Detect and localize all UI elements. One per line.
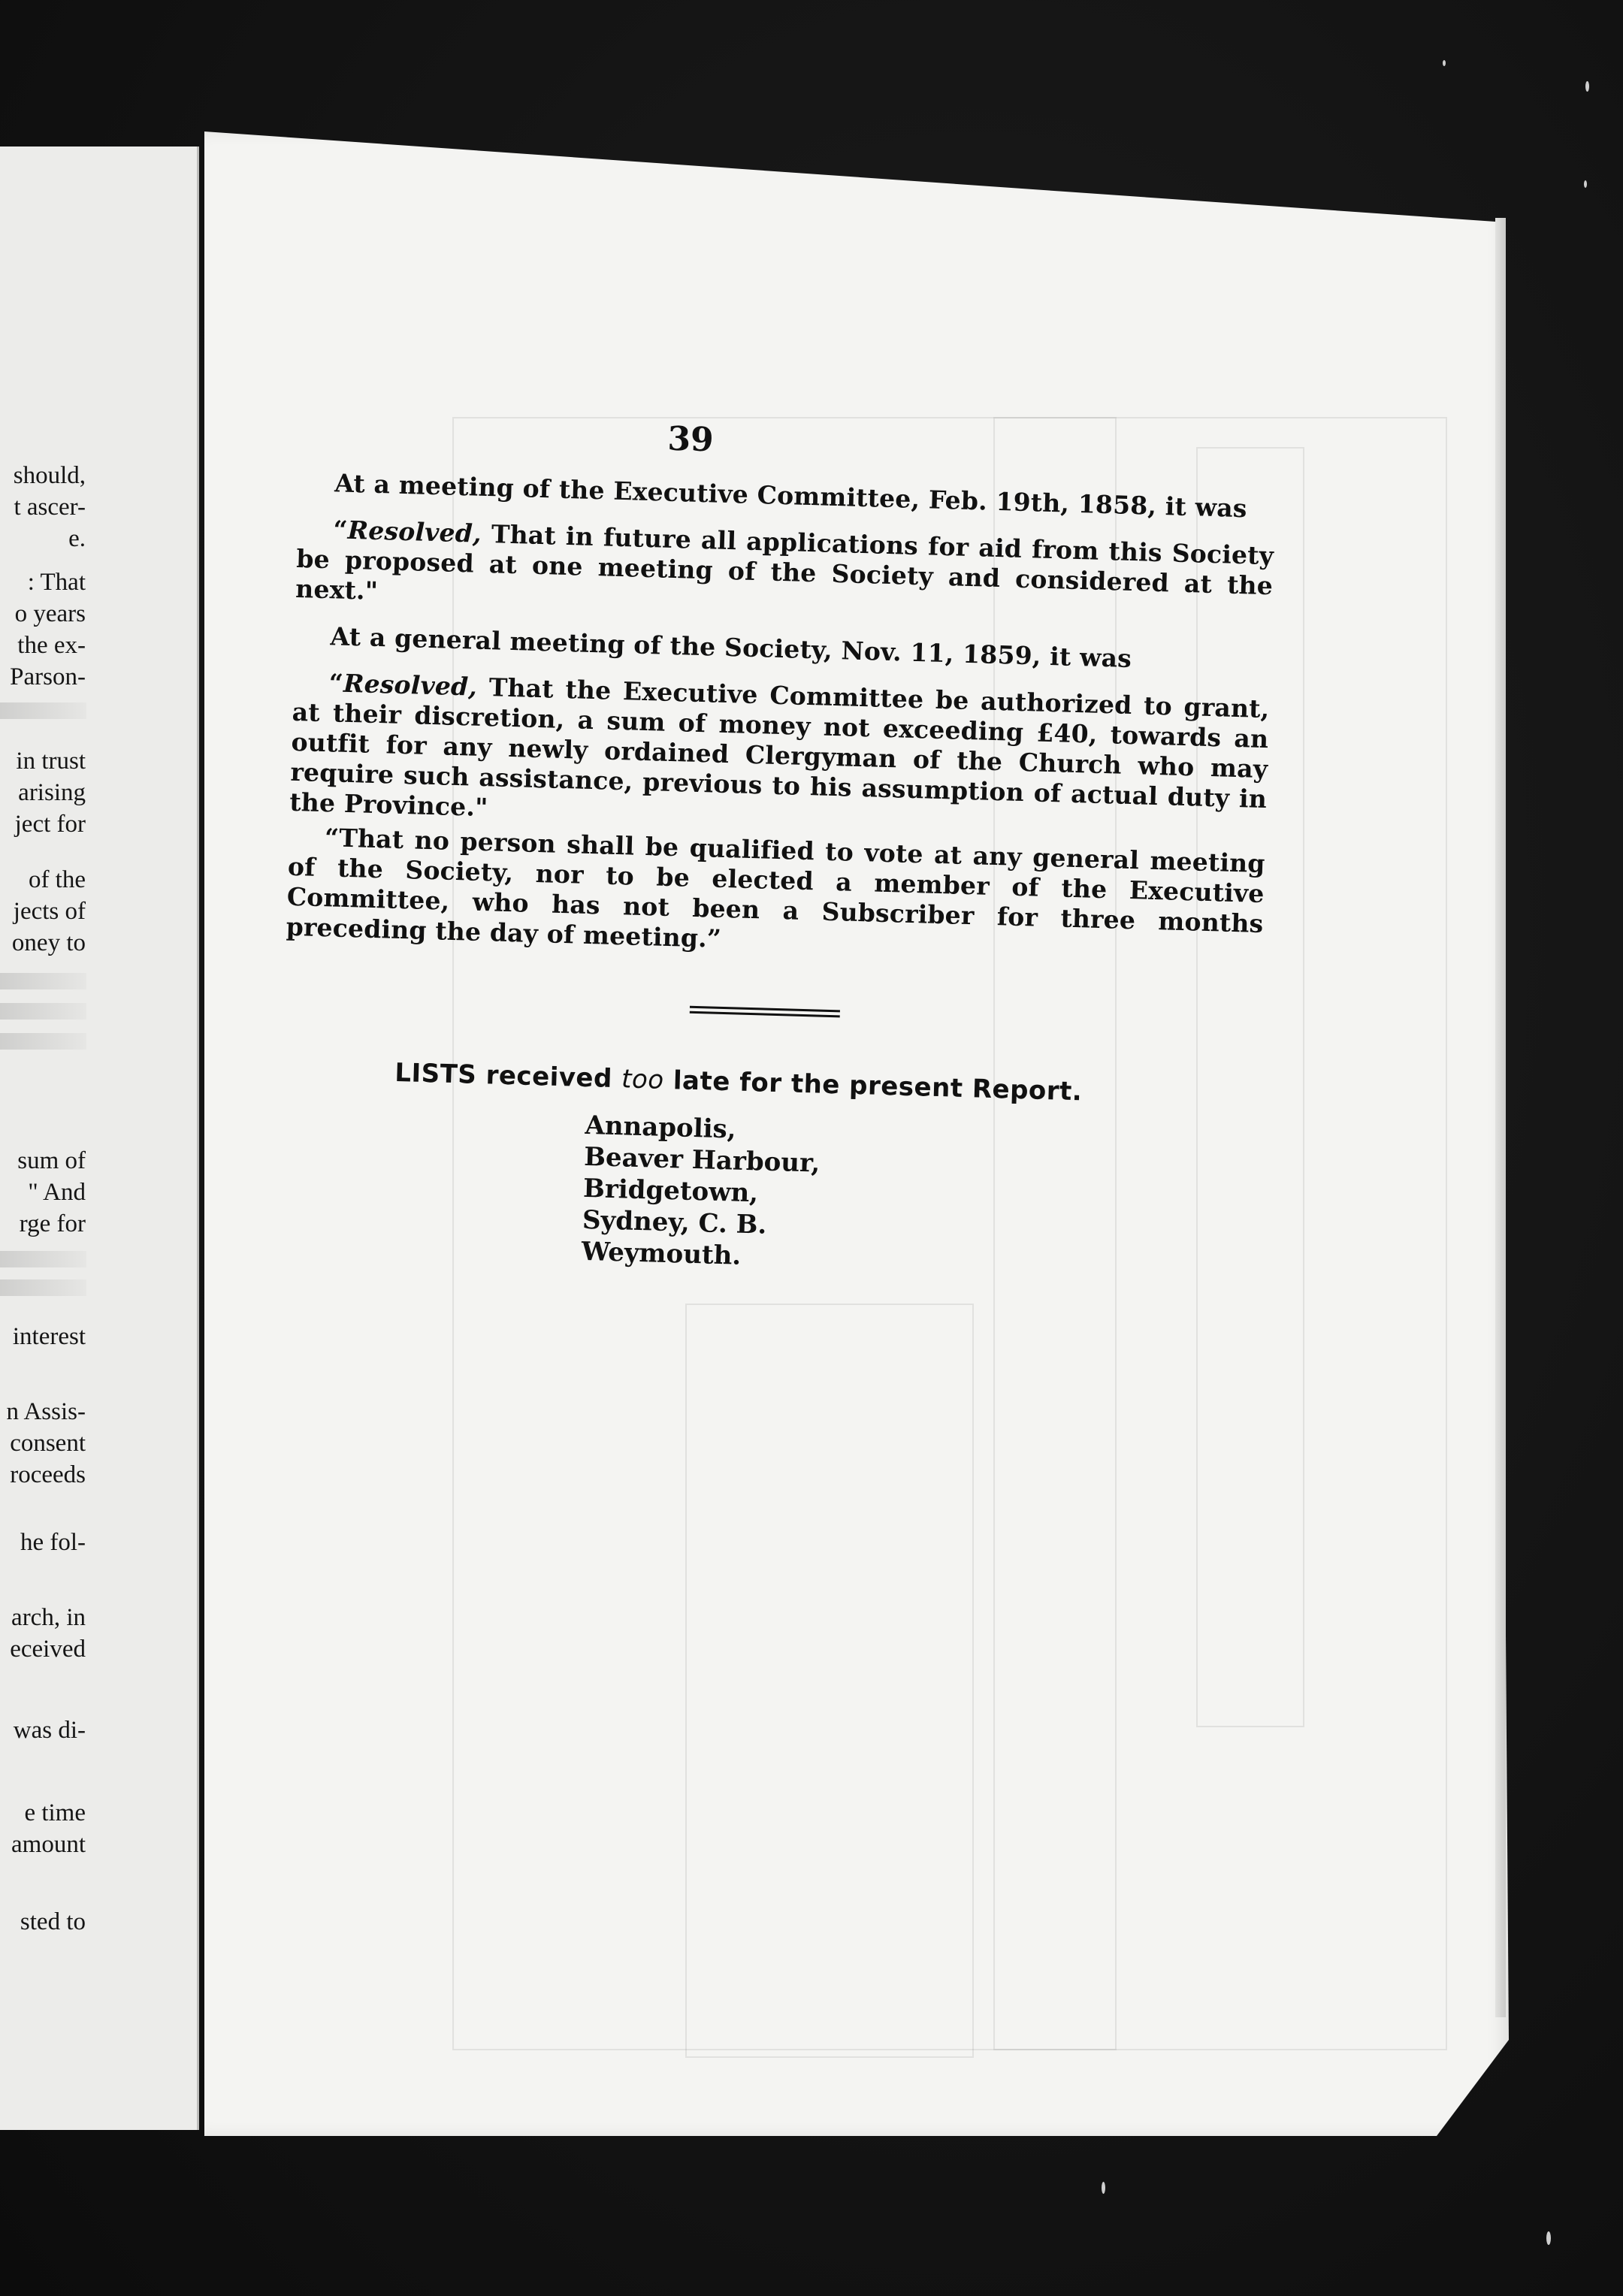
list-item: Sydney, C. B. (582, 1204, 767, 1240)
dust-speck (1584, 180, 1587, 188)
left-facing-page (0, 147, 199, 2130)
faded-text (0, 1279, 86, 1296)
left-page-fragment: : That (27, 569, 86, 596)
faded-text (0, 1003, 86, 1020)
lists-heading-suffix: late for the present Report. (672, 1065, 1083, 1107)
resolved-label: Resolved, (343, 668, 478, 702)
resolution-text: That the Executive Committee be authorized to grant, at their discretion, a sum of money not exceeding £40, towards an outfit for any newly ordained Clergyman of the Church who may require such assistance, previous to his assumption of actual duty in the Province." (289, 672, 1270, 823)
left-page-fragment: was di- (13, 1717, 86, 1744)
list-item: Annapolis, (584, 1110, 737, 1145)
open-quote: “ (333, 515, 349, 545)
show-through-table-column (685, 1304, 974, 2058)
lists-heading (394, 1058, 1259, 1112)
resolution-text: That in future all applications for aid from this Society be proposed at one meeting of the Society and considered at the next." (295, 519, 1274, 606)
left-page-fragment: consent (10, 1430, 86, 1457)
open-quote: “ (328, 668, 344, 698)
lists-heading-emphasis: too (621, 1064, 665, 1095)
faded-text (0, 702, 86, 719)
faded-text (0, 1033, 86, 1050)
double-rule-divider (690, 1006, 840, 1018)
paragraph-executive-meeting: At a meeting of the Executive Committee, Feb. 19th, 1858, it was (334, 468, 1248, 524)
dust-speck (1585, 81, 1589, 92)
left-page-fragment: ject for (14, 811, 86, 838)
left-page-fragment: arch, in (11, 1604, 86, 1631)
left-page-fragment: e time (24, 1799, 86, 1826)
left-page-fragment: rge for (19, 1210, 86, 1237)
left-page-fragment: oney to (11, 929, 86, 956)
late-lists-places (581, 1110, 1258, 1286)
left-page-fragment: Parson- (10, 663, 86, 690)
dust-speck (1102, 2182, 1105, 2194)
page-edge (1495, 218, 1506, 2017)
left-page-fragment: n Assis- (6, 1398, 86, 1425)
dust-speck (1546, 2231, 1551, 2245)
left-page-fragment: sum of (17, 1147, 86, 1174)
dust-speck (1443, 60, 1446, 66)
left-page-fragment: arising (18, 779, 86, 806)
paragraph-resolution-applications (295, 514, 1274, 631)
left-page-fragment: jects of (13, 898, 86, 925)
left-page-fragment: of the (28, 866, 86, 893)
left-page-fragment: interest (12, 1323, 86, 1350)
left-page-fragment: t ascer- (14, 494, 86, 521)
left-page-fragment: he fol- (20, 1529, 86, 1556)
left-page-fragment: " And (28, 1179, 86, 1206)
faded-text (0, 1251, 86, 1267)
paragraph-voting-qualification: “That no person shall be qualified to vote at any general meeting of the Society, nor to be elected a member of the Executive Committee, who has not been a Subscriber for three months preceding the day of meeting.” (286, 823, 1266, 953)
page-number: 39 (666, 419, 715, 460)
left-page-fragment: sted to (20, 1908, 86, 1935)
lists-heading-prefix: LISTS received (394, 1057, 613, 1094)
left-page-fragment: e. (68, 525, 86, 552)
left-page-fragment: in trust (16, 748, 86, 775)
left-page-fragment: should, (13, 462, 86, 489)
list-item: Weymouth. (581, 1236, 742, 1271)
faded-text (0, 973, 86, 989)
left-page-fragment: eceived (10, 1636, 86, 1663)
left-page-fragment: amount (11, 1831, 86, 1858)
left-page-fragment: the ex- (17, 632, 86, 659)
left-page-fragment: o years (14, 600, 86, 627)
left-page-fragment: roceeds (10, 1461, 86, 1488)
paragraph-resolution-outfit (289, 667, 1270, 844)
resolved-label: Resolved, (347, 515, 482, 548)
paragraph-general-meeting: At a general meeting of the Society, Nov. 11, 1859, it was (330, 621, 1132, 674)
list-item: Bridgetown, (582, 1173, 759, 1209)
list-item: Beaver Harbour, (583, 1141, 821, 1179)
page-content (277, 409, 1277, 1286)
